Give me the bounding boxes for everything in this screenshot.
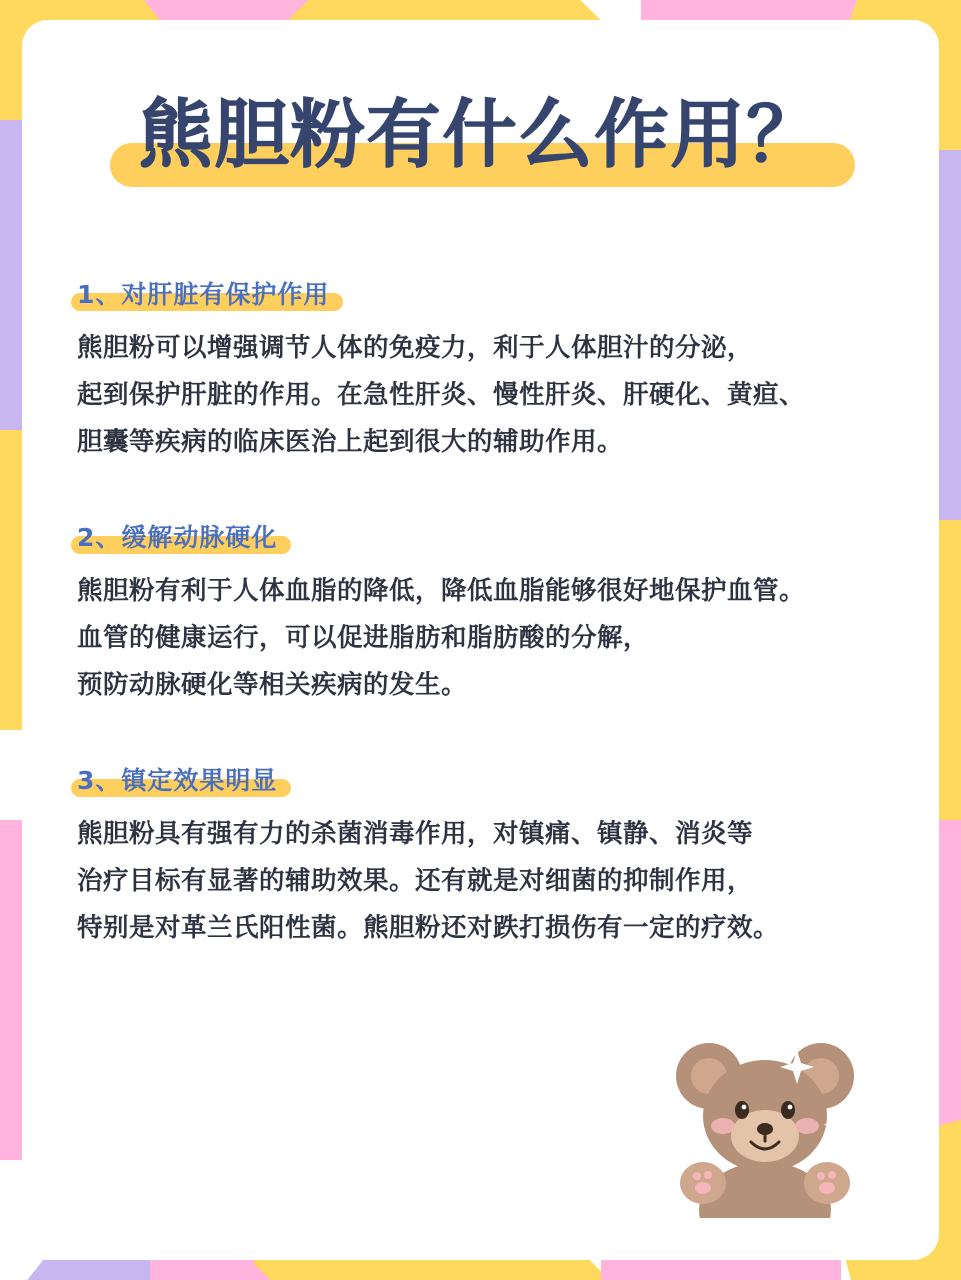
section-3-heading-text: 3、镇定效果明显 bbox=[77, 766, 278, 795]
section-3-body bbox=[77, 811, 884, 952]
page-title: 熊胆粉有什么作用？ bbox=[138, 92, 823, 178]
section-1-line-1: 熊胆粉可以增强调节人体的免疫力，利于人体胆汁的分泌， bbox=[77, 333, 754, 363]
section-3-line-2: 治疗目标有显著的辅助效果。还有就是对细菌的抑制作用， bbox=[77, 866, 754, 896]
title-block bbox=[22, 80, 939, 210]
sections-container bbox=[22, 275, 939, 1004]
section-2-line-2: 血管的健康运行，可以促进脂肪和脂肪酸的分解， bbox=[77, 623, 650, 653]
section-1-heading-text: 1、对肝脏有保护作用 bbox=[77, 280, 330, 309]
section-2-heading-text: 2、缓解动脉硬化 bbox=[77, 523, 278, 552]
section-1-line-3: 胆囊等疾病的临床医治上起到很大的辅助作用。 bbox=[77, 427, 624, 457]
section-3-line-3: 特别是对革兰氏阳性菌。熊胆粉还对跌打损伤有一定的疗效。 bbox=[77, 913, 780, 943]
section-2 bbox=[22, 518, 939, 709]
section-3-heading bbox=[77, 761, 277, 797]
section-1 bbox=[22, 275, 939, 466]
section-2-line-3: 预防动脉硬化等相关疾病的发生。 bbox=[77, 670, 468, 700]
section-2-line-1: 熊胆粉有利于人体血脂的降低，降低血脂能够很好地保护血管。 bbox=[77, 576, 806, 606]
content-card bbox=[22, 20, 939, 1260]
section-1-heading bbox=[77, 275, 329, 311]
section-2-body bbox=[77, 568, 884, 709]
section-3-line-1: 熊胆粉具有强有力的杀菌消毒作用，对镇痛、镇静、消炎等 bbox=[77, 819, 754, 849]
section-1-line-2: 起到保护肝脏的作用。在急性肝炎、慢性肝炎、肝硬化、黄疸、 bbox=[77, 380, 806, 410]
section-1-body bbox=[77, 325, 884, 466]
section-3 bbox=[22, 761, 939, 952]
bear-mascot-icon bbox=[651, 1028, 881, 1218]
section-2-heading bbox=[77, 518, 277, 554]
